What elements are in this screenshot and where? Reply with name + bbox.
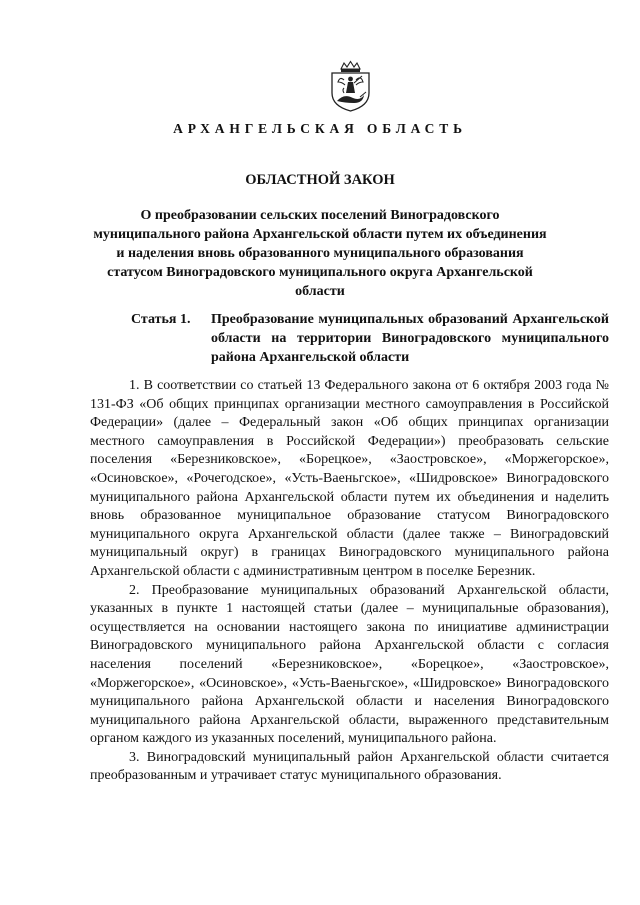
region-name: АРХАНГЕЛЬСКАЯ ОБЛАСТЬ (173, 121, 467, 136)
paragraph: 3. Виноградовский муниципальный район Архангельской области считается преобразованным и утрачивает статус муниципального образования. (90, 749, 609, 784)
article-title: Преобразование муниципальных образований Архангельской области на территории Виноградовского муниципального района Архангельской области (211, 312, 609, 365)
paragraph: 1. В соответствии со статьей 13 Федерального закона от 6 октября 2003 года № 131-ФЗ «Об общих принципах организации местного самоуправления в Российской Федерации» (далее – Федеральный закон «Об общих принципах организации местного самоуправления в Российской Федерации») преобразовать сельские поселения «Березниковское», «Борецкое», «Заостровское», «Моржегорское», «Осиновское», «Рочегодское», «Усть-Ваеньгское», «Шидровское» Виноградовского муниципального района Архангельской области путем их объединения и наделить вновь образованное муниципальное образование статусом Виноградовского муниципального округа Архангельской области (далее также – Виноградовский муниципальный округ) в границах Виноградовского муниципального района Архангельской области с административным центром в поселке Березник. (90, 378, 609, 579)
arkhangelsk-coat-of-arms-icon (324, 60, 377, 112)
article-number: Статья 1. (131, 312, 191, 327)
article-body (90, 377, 609, 786)
law-title: О преобразовании сельских поселений Виноградовского муниципального района Архангельской области путем их объединения и наделения вновь образованного муниципального образования статусом Виноградовского муниципального округа Архангельской области (93, 208, 547, 299)
paragraph: 2. Преобразование муниципальных образований Архангельской области, указанных в пункте 1 настоящей статьи (далее – муниципальные образования), осуществляется на основании настоящего закона по инициативе администрации Виноградовского муниципального района Архангельской области с согласия населения поселений «Березниковское», «Борецкое», «Заостровское», «Моржегорское», «Осиновское», «Усть-Ваеньгское», «Шидровское» Виноградовского муниципального района Архангельской области и населения Виноградовского муниципального района Архангельской области, выраженного представительным органом каждого из указанных поселений, муниципального района. (90, 582, 609, 747)
law-kind-heading: ОБЛАСТНОЙ ЗАКОН (245, 172, 395, 188)
